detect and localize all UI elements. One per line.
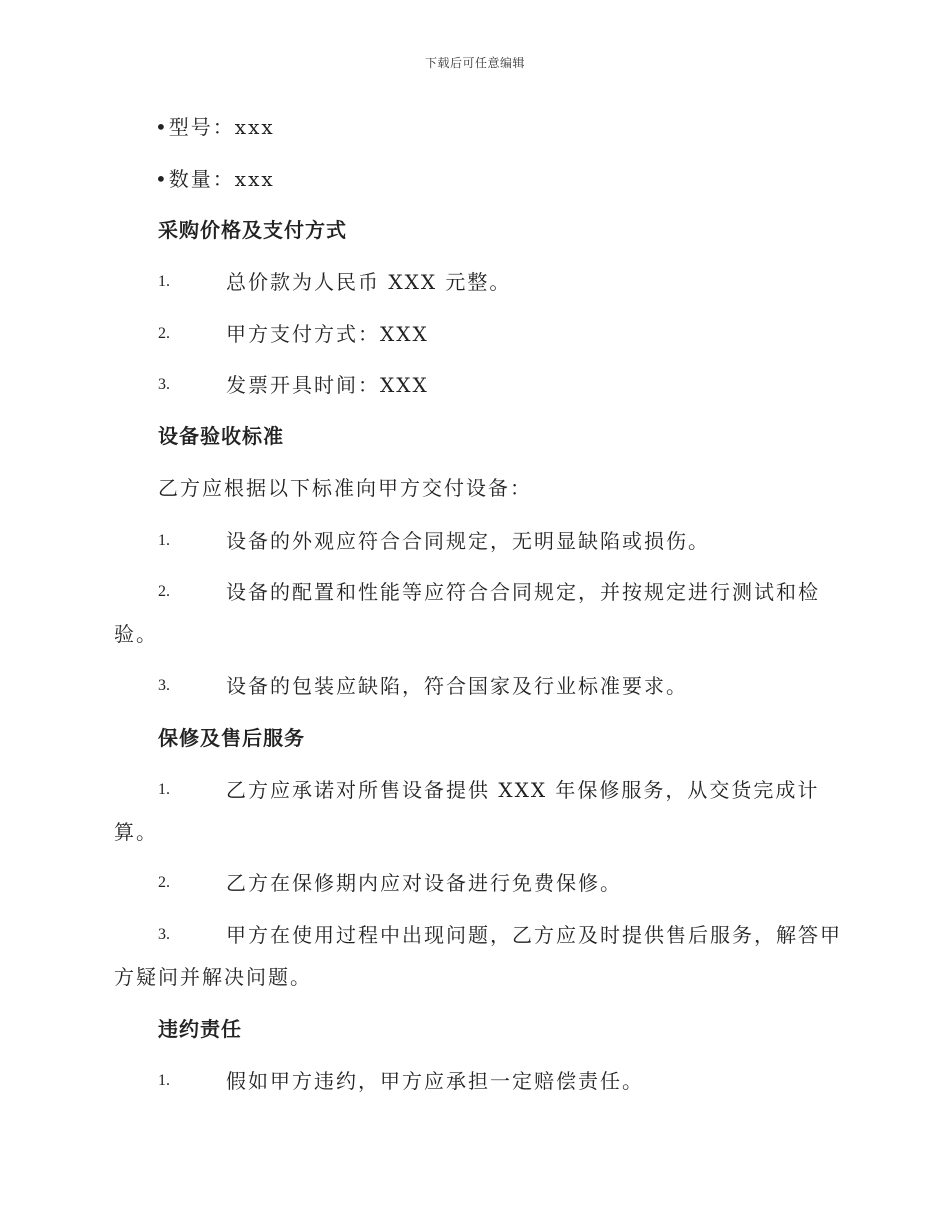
list-item-text: 乙方应承诺对所售设备提供 XXX 年保修服务，从交货完成计 bbox=[226, 778, 820, 802]
section-heading-liability: 违约责任 bbox=[158, 1017, 242, 1041]
list-item-text: 乙方在保修期内应对设备进行免费保修。 bbox=[226, 871, 622, 895]
acceptance-intro: 乙方应根据以下标准向甲方交付设备： bbox=[158, 476, 532, 500]
list-item-continuation: 方疑问并解决问题。 bbox=[114, 965, 312, 989]
list-item-number: 1. bbox=[158, 781, 170, 798]
list-item-number: 3. bbox=[158, 376, 170, 393]
spec-quantity: •数量：xxx bbox=[155, 167, 275, 191]
list-item-text: 设备的包装应缺陷，符合国家及行业标准要求。 bbox=[226, 674, 688, 698]
list-item-number: 1. bbox=[158, 532, 170, 549]
list-item-text: 发票开具时间：XXX bbox=[226, 373, 429, 397]
section-heading-acceptance: 设备验收标准 bbox=[158, 424, 284, 448]
page-header: 下载后可任意编辑 bbox=[424, 56, 525, 70]
list-item-text: 设备的配置和性能等应符合合同规定，并按规定进行测试和检 bbox=[226, 580, 820, 604]
list-item-text: 甲方支付方式：XXX bbox=[226, 322, 429, 346]
list-item-number: 1. bbox=[158, 1072, 170, 1089]
list-item-number: 2. bbox=[158, 325, 170, 342]
list-item-number: 1. bbox=[158, 273, 170, 290]
list-item-number: 3. bbox=[158, 677, 170, 694]
list-item-number: 2. bbox=[158, 583, 170, 600]
list-item-continuation: 算。 bbox=[114, 820, 158, 844]
section-heading-price: 采购价格及支付方式 bbox=[158, 218, 347, 242]
spec-model: •型号：xxx bbox=[155, 115, 275, 139]
list-item-number: 3. bbox=[158, 926, 170, 943]
section-heading-warranty: 保修及售后服务 bbox=[158, 726, 305, 750]
list-item-text: 假如甲方违约，甲方应承担一定赔偿责任。 bbox=[226, 1069, 644, 1093]
list-item-number: 2. bbox=[158, 874, 170, 891]
list-item-text: 总价款为人民币 XXX 元整。 bbox=[226, 270, 512, 294]
list-item-text: 甲方在使用过程中出现问题，乙方应及时提供售后服务，解答甲 bbox=[226, 923, 842, 947]
list-item-text: 设备的外观应符合合同规定，无明显缺陷或损伤。 bbox=[226, 529, 710, 553]
list-item-continuation: 验。 bbox=[114, 622, 158, 646]
